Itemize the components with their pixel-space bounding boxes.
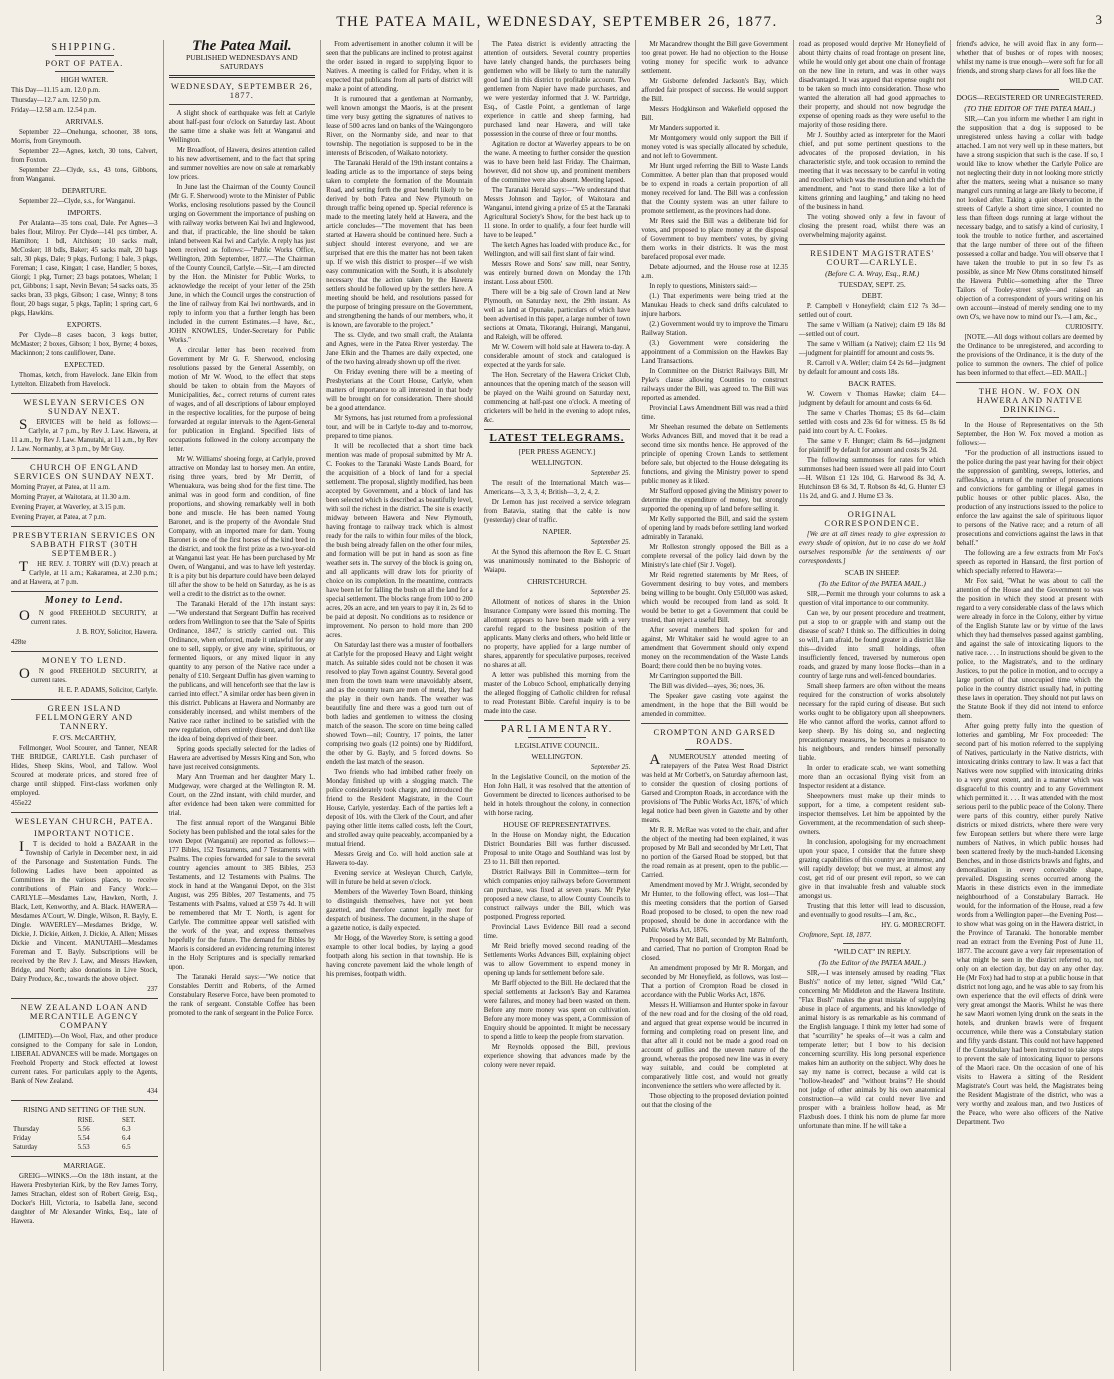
advert-number: 237 — [147, 986, 158, 993]
dateline-date: September 25. — [590, 764, 631, 771]
news-paragraph: Spring goods specially selected for the ladies of Hawera are advertised by Messrs King and Son, who have just received consignments. — [168, 746, 316, 771]
newspaper-title: The Patea Mail. — [192, 40, 292, 54]
crompton-paragraph: Mr J. Southby acted as interpreter for the Maori chief, and put some pertinent questions to the advocates of the proposed deviation, in his characteristic style, and took occasion to remind the meeting that it was necessary to be careful in voting and recollect which was the resolution and which the amendment, and "not to stand there like a lot of kittens grinning and laughing," and taking no heed of the business in hand. — [798, 132, 946, 211]
marriage-text: GREIG—WINKS.—On the 18th instant, at the Hawera Presbyterian Kirk, by the Rev James Torry, James Strachan, eldest son of Robert Greig, Esq., Docker's Hill, Victoria, to Isabella Jane, second daughter of Mr Alexander Winks, Esq., late of Hawera. — [11, 1173, 158, 1225]
sun-table-heading: RISING AND SETTING OF THE SUN. — [23, 1105, 146, 1114]
fox-paragraph: The following are a few extracts from Mr Fox's speech as reported in Hansard, the first portion of which specially referred to Hawera:— — [956, 550, 1104, 575]
tide-line: Thursday—12.7 a.m. 12.50 p.m. — [11, 97, 101, 104]
letter-signature: WILD CAT. — [1069, 78, 1104, 85]
court-case: The same v William (a Native); claim £9 18s 8d—settled out of court. — [798, 322, 946, 338]
church-of-england-heading: CHURCH OF ENGLAND SERVICES ON SUNDAY NEXT. — [13, 462, 155, 481]
page-number: 3 — [1095, 12, 1102, 27]
letter-signature: CURIOSITY. — [1065, 324, 1104, 331]
arrival-entry: September 22—Onehunga, schooner, 38 tons, Morris, from Greymouth. — [11, 129, 158, 145]
fellmongery-heading: GREEN ISLAND FELLMONGERY AND TANNERY. — [35, 703, 134, 731]
crompton-paragraph: Mr R. R. McRae was voted to the chair, and after the object of the meeting had been explained, it was proposed by Mr Ball and seconded by Mr Lett, That no portion of the Garsed Road be stopped, but that the road remain as at present, open to the public.—Carried. — [641, 827, 788, 879]
news-paragraph: Mr Hogg, of the Waverley Store, is setting a good example to other local bodies, by laying a good footpath along his section in that township. He is having concrete pavement laid the whole length of his premises, footpath width. — [326, 935, 473, 978]
columns — [6, 40, 1108, 1371]
sun-header-cell: SET. — [122, 1117, 136, 1124]
news-paragraph: Mary Ann Trueman and her daughter Mary L. Mudgeway, were charged at the Wellington R. M. Court, on the 22nd instant, with child murder, and after evidence had been taken were committed for trial. — [168, 774, 316, 817]
church-service: Morning Prayer, at Patea, at 11 a.m. — [11, 484, 110, 491]
sun-set: 6.4 — [122, 1135, 131, 1142]
shipping-heading: SHIPPING. — [51, 42, 118, 53]
dateline-wellington: WELLINGTON. — [531, 458, 583, 467]
column-1 — [6, 40, 163, 1371]
parliament-paragraph: Mr Rolleston strongly opposed the Bill as a complete reversal of the policy laid down by the Ministry's late chief (Sir J. Vogel). — [641, 544, 788, 569]
exports-heading: EXPORTS. — [66, 320, 102, 329]
letter-addressee: (TO THE EDITOR OF THE PATEA MAIL.) — [964, 104, 1096, 113]
news-paragraph: The Taranaki Herald of the 19th instant contains a leading article as to the importance of steps being taken to complete the formation of the Mountain Road, and setting forth the great benefit likely to be derived by both Patea and New Plymouth on through traffic being opened up. Special reference is made to the meeting lately held at Hawera, and the article concludes—"The movement that has been started at Hawera should be continued here. Such a subject should interest everyone, and we are surprised that ere this the matter has not been taken up. If we wish this district to prosper—if we wish easy communication with the South, it is absolutely necessary that the action taken by the Hawera settlers should be followed up by the settlers here. A meeting should be held, and resolutions passed for the purpose of bringing pressure on the Government, and strengthening the hands of our members, who, it is known, are favorable to the project." — [326, 160, 473, 329]
parliament-paragraph: After several members had spoken for and against, Mr Whitaker said he would agree to an amendment that Government should only expend money on the recommendation of the Waste Lands Board; there could then be no buying votes. — [641, 627, 788, 670]
sun-header-cell: RISE. — [77, 1117, 95, 1124]
parliament-paragraph: Messrs Hodgkinson and Wakefield opposed the Bill. — [641, 106, 788, 122]
fellmongery-owner: F. O'S. McCARTHY, — [52, 733, 116, 742]
expected-text: Thomas, ketch, from Havelock. Jane Elkin from Lyttelton. Elizabeth from Havelock. — [11, 372, 158, 388]
news-paragraph: The first annual report of the Wanganui Bible Society has been published and the total sales for the town Depot (Wanganui) are reported as follows:—177 Bibles, 152 Testaments, and 7 Testaments with Psalms. The copies forwarded for sale to the several country agencies amount to 385 Bibles, 253 Testaments, and 12 Testaments with Psalms. The stock in hand at the Wanganui Depot, on the 31st August, was 295 Bibles, 207 Testaments, and 75 Testaments with Psalms, valued at £59 7s 4d. It will be remembered that Mr T. North, is agent for Carlyle. The committee appear well satisfied with the work of the year, and express themselves hopefully for the future. The demand for Bibles by Maoris is considered an evidencing returning interest in the Holy Scriptures and is specially remarked upon. — [168, 820, 316, 971]
dateline-date: September 25. — [590, 589, 631, 596]
letter-addressee: (To the Editor of the PATEA MAIL.) — [818, 579, 926, 588]
crompton-garsed-heading: CROMPTON AND GARSED ROADS. — [653, 727, 776, 746]
departure-entry: September 22—Clyde, s.s., for Wanganui. — [19, 198, 136, 205]
dateline-date: September 25. — [590, 539, 631, 546]
crompton-paragraph: Proposed by Mr Ball, seconded by Mr Balmforth, and carried, That no portion of Crompton Road be closed. — [641, 937, 788, 962]
news-paragraph: The Hon. Secretary of the Hawera Cricket Club, announces that the opening match of the season will be played on the Waihi ground on Saturday next, commencing at half-past one o'clock. A meeting of cricketers will be held in the evening to adopt rules, &c. — [483, 372, 631, 424]
sun-rise: 5.56 — [77, 1126, 90, 1133]
fox-paragraph: "For the production of all instructions issued to the police during the past year having for their object the suppression of gambling, sweeps, lotteries, and rafflesAlso, a return of the number of prosecutions and convictions for gambling or illegal games in public houses or other public places. Also, the production of any instructions issued to the police to enforce the law against the sale of spirituous liquor to persons of the Native race; and a return of all prosecutions and convictions against the laws in that behalf." — [956, 450, 1104, 547]
parliament-paragraph: Mr Rees said the Bill was a deliberate bid for votes, and proposed to place money at the disposal of Government to buy members' votes, by giving them works in their districts. It was the most barefaced proposal ever made. — [641, 218, 788, 261]
letter-paragraph: friend's advice, he will avoid flax in any form—whether that of bushes or of ropes with nooses; whilst my name is true enough—were soft fur for all friends, and strong sharp claws for all foes like the — [956, 41, 1104, 75]
crompton-paragraph: Amendment moved by Mr J. Wright, seconded by Mr Hunter, to the following effect, was lost—That this meeting considers that the portion of Garsed Road proposed to be closed, to open the new road proposed, should be done in accordance with the Public Works Act, 1876. — [641, 882, 788, 934]
telegram-paragraph: Allotment of notices of shares in the Union Insurance Company were issued this morning. The allotment appears to have been made with a very careful regard to the business position of the applicants. Many clerks and others, who held little or no property, have applied for a large number of shares, apparently for speculative purposes, received no shares at all. — [483, 599, 631, 669]
parliament-paragraph: Provincial Laws Evidence Bill read a second time. — [483, 924, 631, 940]
sun-day: Saturday — [13, 1144, 38, 1151]
news-paragraph: The Taranaki Herald of the 17th instant says:—"We understand that Sergeant Duffin has received orders from Wellington to see that the 'Sale of Spirits Ordinance, 1847,' is strictly carried out. This Ordinance, when enforced, made it unlawful for any one to sell, supply, or give any wine, spirituous, or fermented liquors, or any mixed liquor in any quantity to any person of the Native race under a penalty of £10. Sergeant Duffin has given warning to the publicans, and will henceforth see that the law is carried into effect." A similar order has been given in this district. Publicans at Hawera and Normanby are considerably incensed, and whilst members of the Native race rather inclined to be satisfied with the new regulation, others entirely dissent, and don't like the idea of being deprived of their beer. — [168, 601, 316, 743]
parliament-paragraph: Mr Montgomery would only support the Bill if money voted is was specially allocated by schedule, and not left to Government. — [641, 135, 788, 160]
advert-number: 455e22 — [11, 800, 32, 807]
wesleyan-services-heading: WESLEYAN SERVICES ON SUNDAY NEXT. — [23, 397, 146, 416]
news-paragraph: The ss. Clyde, and two small craft, the Atalanta and Agnes, were in the Patea River yesterday. The Jane Elkin and the Thames are daily expected, one of the two having already shown up off the river. — [326, 332, 473, 366]
telegram-paragraph: A letter was published this morning from the master of the Lobuco School, emphatically denying the alleged flogging of Catholic children for refusal to read Protestant Bible. Careful inquiry is to be made into the case. — [483, 672, 631, 715]
sun-day: Friday — [13, 1135, 31, 1142]
tide-line: Friday—12.58 a.m. 12.54 p.m. — [11, 107, 97, 114]
telegram-paragraph: Dr Lemon has just received a service telegram from Batavia, stating that the cable is now (yesterday) clear of traffic. — [483, 499, 631, 524]
parliament-paragraph: Provincial Laws Amendment Bill was read a third time. — [641, 405, 788, 421]
scab-heading: SCAB IN SHEEP. — [844, 568, 900, 577]
rm-court-date: TUESDAY, SEPT. 25. — [838, 280, 906, 289]
court-case: W. Cowern v Thomas Hawke; claim £4—judgment by default for amount and costs 6s 6d. — [798, 391, 946, 407]
parliament-paragraph: Mr Carrington supported the Bill. — [649, 673, 743, 680]
church-service: Morning Prayer, at Waitotara, at 11.30 a.m. — [11, 494, 131, 501]
parliament-paragraph: Mr Macandrew thought the Bill gave Government too great power. He had no objection to the House voting money for specific work to advance settlement. — [641, 41, 788, 75]
parliament-paragraph: (2.) Government would try to improve the Timaru Railway Station. — [641, 321, 788, 337]
port-heading: PORT OF PATEA. — [45, 58, 124, 68]
imports-text: Per Atalanta—35 tons coal, Dale. Per Agnes—3 bales flour, Milroy. Per Clyde—141 pcs timber, A. Hamilton; 1 bdl, Aitchison; 10 sacks malt, McCosker; 18 bdls, Baker; 45 sacks malt, 20 bags salt, 30 pkgs, Dale; 9 pkgs, Furlong; 1 bale, 3 pkgs, Foreman; 1 case, Kingan; 1 case, Handler; 5 boxes, Giorgi; 1 pkg, Turner; 23 bags potatoes, Whelan; 1 pct, Gibbons; 1 sapt, Nevin Bevan; 54 sacks oats, 35 sacks bran, 33 pkgs, Gibson; 1 case, Winny; 8 tons flour, 20 bags sugar, 5 pkgs, Taplin; 1 spring cart, 6 pkgs, Hawkins. — [11, 220, 158, 317]
issue-date: WEDNESDAY, SEPTEMBER 26, 1877. — [170, 81, 313, 100]
departure-heading: DEPARTURE. — [61, 186, 107, 195]
parliament-paragraph: Mr Stafford opposed giving the Ministry power to determine the expenditure of money, but strongly supported the opening up of land before selling it. — [641, 488, 788, 513]
news-paragraph: Mr Symons, has just returned from a professional tour, and will be in Carlyle to-day and to-morrow, prepared to time pianos. — [326, 415, 473, 440]
letter-paragraph: Trusting that this letter will lead to discussion, and eventually to good results—I am, &c., — [798, 903, 946, 919]
parliament-paragraph: District Railways Bill in Committee—term for which companies enjoy railways before Government can purchase, was fixed at seven years. Mr Pyke proposed a new clause, to allow County Councils to construct railways under the Bill, which was postponed. Progress reported. — [483, 869, 631, 921]
sun-table-header — [11, 1116, 158, 1125]
money-to-lend-text: ON good FREEHOLD SECURITY, at current rates. — [19, 608, 158, 626]
parliament-paragraph: Mr Sheehan resumed the debate on Settlements Works Advances Bill, and moved that it be read a second time six months hence. He approved of the principle of opening Crown Lands to settlement before sale, but objected to the House delegating its functions, and giving the Ministry power to spend public money as it liked. — [641, 424, 788, 485]
sun-set: 6.3 — [122, 1126, 131, 1133]
dateline-wellington: WELLINGTON. — [531, 752, 583, 761]
parliament-paragraph: (1.) That experiments were being tried at the Manukau Heads to check sand drifts calculated to injure harbors. — [641, 293, 788, 318]
parliament-paragraph: Mr Kelly supported the Bill, and said the system of opening land by roads before settling land worked admirably in Taranaki. — [641, 516, 788, 541]
news-paragraph: A slight shock of earthquake was felt at Carlyle about half-past four o'clock on Saturday last. About the same time a shake was felt at Wanganui and Wellington. — [168, 110, 316, 144]
news-paragraph: The ketch Agnes has loaded with produce &c., for Wellington, and will sail first slant of fair wind. — [483, 242, 631, 258]
masthead-title: THE PATEA MAIL, WEDNESDAY, SEPTEMBER 26, 1877. — [336, 14, 778, 30]
marriage-heading: MARRIAGE. — [63, 1161, 106, 1170]
latest-telegrams-heading: LATEST TELEGRAMS. — [489, 432, 625, 444]
parliament-paragraph: Mr Reid briefly moved second reading of the Settlements Works Advances Bill, explaining object was to allow Government to expend money in opening up lands for settlement before sale. — [483, 943, 631, 977]
fellmongery-text: Fellmonger, Wool Scourer, and Tanner, NEAR THE BRIDGE, CARLYLE. Cash purchaser of Hides, Sheep Skins, Wool, and Tallow. Wool Scoured at moderate prices, and stored free of charge until shipped. First-class workmen only employed. — [11, 745, 158, 797]
exports-text: Per Clyde—8 cases bacon, 3 kegs butter, McMaster; 2 boxes, Gibson; 1 box, Byrne; 4 boxes, Mackinnon; 2 tons cauliflower, Dane. — [11, 332, 158, 357]
news-paragraph: Two friends who had imbibed rather freely on Monday finished up with a slogging match. The police considerately took charge, and introduced the friend to the Resident Magistrate, in the Court House, Carlyle, yesterday. Each of the parties left a deposit of 10s. with the Clerk of the Court, and after paying other little items called costs, left the Court, and strolled away quite peaceably, accompanied by a mutual friend. — [326, 769, 473, 848]
editor-note: [NOTE.—All dogs without collars are deemed by the Ordinance to be unregistered, and according to the provisions of the Ordinance, it is the duty of the police to summon the owners. The chief of police has been informed to that effect.—ED. MAIL.] — [956, 334, 1104, 377]
sun-day: Thursday — [13, 1126, 40, 1133]
letter-paragraph: SIR,—Permit me through your columns to ask a question of vital importance to our community. — [798, 591, 946, 607]
column-5 — [635, 40, 793, 1371]
news-paragraph: On Saturday last there was a muster of footballers at Carlyle for the proposed Heavy and Light weight match. As suitable sides could not be chosen it was resolved to play Town against Country. Several good men from the town team were unavoidably absent, and as the country team are men of metal, they had the play in their own hands. The weather was beautifully fine and there was a good turn out of both ladies and gentlemen to witness the closing match of the season. The score on time being called showed Town—nil; Country, 17 points, the latter comprising two goals (12 points) one by Riddiford, the other by G. Bayly, and 5 forced downs. So endeth the last match of the season. — [326, 642, 473, 766]
letter-paragraph: Can we, by our present procedure and treatment, put a stop to or grapple with and stamp out the disease of scab? I think so. The difficulties in doing so will, I am afraid, be found greater in a district like this—divided into small holdings, often insufficiently fenced, traversed by numerous open roads, and grazed by many loose flocks—than in a country of large runs and well-fenced boundaries. — [798, 610, 946, 680]
money-to-lend-2-text: ON good FREEHOLD SECURITY, at current rates. — [19, 666, 158, 684]
parliament-paragraph: Mr Gisborne defended Jackson's Bay, which afforded fair prospect of success. He would support the Bill. — [641, 78, 788, 103]
parliament-paragraph: In the House on Monday night, the Education District Boundaries Bill was further discussed. Proposal to unite Otago and Southland was lost by 23 to 11. Bill then reported. — [483, 832, 631, 866]
money-to-lend-2-signature: H. E. P. ADAMS, Solicitor, Carlyle. — [58, 687, 158, 694]
news-paragraph: The Taranaki Herald says:—"We understand that Messrs Johnson and Taylor, of Waitotara and Wanganui, intend giving a prize of £5 at the Taranaki Agricultural Society's Show, for the best hack up to 11 stone. In order to qualify, a four feet hurdle will have to be leaped." — [483, 187, 631, 239]
fox-paragraph: After going pretty fully into the question of lotteries and gambling, Mr Fox proceeded: The second part of his motion referred to the supplying of Natives, particularly in the Native districts, with intoxicating drinks contrary to law. It was a fact that Natives were now supplied with intoxicating drinks to a very great extent, and in a manner which was disgraceful to this country and to any Government which permitted it. . . . It was attended with the most serious peril to the public peace of the Colony. There were parts of this country, either purely Native districts or mixed districts, where there were very few European settlers but where there were large numbers of Natives, in which public houses had been scattered freely by the much-handed Licensing Benches, and in those districts brawls and fights, and demoralisation in every conceivable shape, prevailed. Disgusting scenes occurred among the Maoris in these districts even in the immediate neighbourhood of a Constabulary Barrack. He would, for the information of the House, read a few words from a Wellington paper—the Evening Post—to show what was going on in the Hawera district, in the Province of Taranaki. The honorable member read an extract from the Evening Post of June 11, 1877. The account gave a very fair representation of what might be seen in the district referred to, not only on an election day, but day on any other day. He (Mr Fox) had had to stop at a public house in that district not long ago, and he was able to say from his own experience that the evil effects of drink were very great amongst the Maoris. Whilst he was there he saw Maori women lying drunk on the seats in the hotels, and drunken brawls were of frequent occurrence, while there was a Constabulary station and fifty yards distant. This could not have happened if the Constabulary had been instructed to take steps to prevent the sale of intoxicating liquor to persons of the Maori race. On the occasion of one of his visits to Hawera a sitting of the Resident Magistrate's Court was held, the Magistrates being the Resident Magistrate of the district, who was a very worthy and zealous man, and two Justices of the Peace, who were also officers of the Native Department. Two — [956, 723, 1104, 1126]
sun-table — [11, 1116, 158, 1152]
house-heading: HOUSE OF REPRESENTATIVES. — [503, 820, 611, 829]
letter-addressee: (To the Editor of the PATEA MAIL.) — [818, 958, 926, 967]
imports-heading: IMPORTS. — [67, 208, 102, 217]
parliament-paragraph: In the Legislative Council, on the motion of the Hon John Hall, it was resolved that the attention of Government be directed to licences authorised to be held in hotels throughout the colony, in connection with horse racing. — [483, 774, 631, 817]
parliamentary-heading: PARLIAMENTARY. — [500, 724, 614, 735]
publication-subtitle: PUBLISHED WEDNESDAYS AND SATURDAYS — [186, 53, 298, 71]
letter-paragraph: Small sheep farmers are often without the means required for the construction of works absolutely necessary for the rapid curing of disease. But such works ought to be obligatory upon all sheepowners. He who cannot afford the works, cannot afford to keep sheep. By his doing so, and neglecting precautionary measures, he becomes a nuisance to his neighbours, and renders himself personally liable. — [798, 683, 946, 762]
news-paragraph: It is rumoured that a gentleman at Normanby, well known amongst the Maoris, is at the present time very busy getting the signatures of natives to lease of 500 acres land on banks of the Waingongoro River, on the Normanby side, and near to that township. The negotiation is supposed to be in the interests of Briscoden, of Waikato notoriety. — [326, 96, 473, 157]
fox-heading: THE HON. W. FOX ON HAWERA AND NATIVE DRINKING. — [976, 386, 1083, 414]
rm-court-heading: RESIDENT MAGISTRATES' COURT—CARLYLE. — [810, 248, 935, 267]
money-to-lend-2-heading: MONEY TO LEND. — [41, 655, 127, 665]
fox-paragraph: In the House of Representatives on the 5th September, the Hon W. Fox moved a motion as follows:— — [956, 422, 1104, 447]
parliament-paragraph: Mr Reynolds opposed the Bill, previous experience showing that advances made by the colony were never repaid. — [483, 1044, 631, 1069]
tide-line: This Day—11.15 a.m. 12.0 p.m. — [11, 87, 100, 94]
court-case: The following summonses for rates for which summonses had been issued were all paid into Court—H. Wilson £1 12s 10d, G. Harwood 8s 3d, A. Hutchinson £8 6s 3d, T. Robson 8s 4d, G. Hunter £3 11s 2d, and G. and J. Hume £3 3s. — [798, 457, 946, 500]
news-paragraph: It will be recollected that a short time back mention was made of proposal submitted by Mr A. C. Fookes to the Taranaki Waste Lands Board, for the acquisition of a block of land for a special settlement. The proposal, slightly modified, has been accepted by Government, and a block of land has been selected which is described as beautifully level, with soil the richest in the district. The site is exactly midway between Hawera and New Plymouth, having frontage to railway track which is almost ready for the rails to within four miles of the block, the bush being already fallen on the other four miles, and formation will be put in hand as soon as fine weather sets in. The survey of the block is going on, and all applicants will draw lots for priority of choice on its completion. In the meantime, contracts have been let for falling the bush on all the land for a special settlement. The blocks range from 100 to 200 acres, 20s an acre, and ten years to pay it in, 2s 6d to be paid at deposit. No conditions as to residence or improvement. No person to hold more than 200 acres. — [326, 443, 473, 639]
expected-heading: EXPECTED. — [64, 360, 105, 369]
parliament-paragraph: Debate adjourned, and the House rose at 12.35 a.m. — [641, 264, 788, 280]
crompton-paragraph: Those objecting to the proposed deviation pointed out that the closing of the — [641, 1093, 788, 1109]
court-case: P. Campbell v Honeyfield; claim £12 7s 3d—settled out of court. — [798, 303, 946, 319]
parliament-paragraph: Mr Hunt urged referring the Bill to Waste Lands Committee. A better plan than that proposed would be to expend in roads a certain proportion of all money received for land. The Bill was a confession that the County system was an utter failure to promote settlement, as the provinces had done. — [641, 163, 788, 215]
parliament-paragraph: In reply to questions, Ministers said:— — [649, 283, 757, 290]
presbyterian-heading: PRESBYTERIAN SERVICES ON SABBATH FIRST (30TH SEPTEMBER.) — [12, 530, 156, 558]
fox-paragraph: Mr Fox said, "What he was about to call the attention of the House and the Government to was the position in which they stood at present with regard to a very considerable class of the laws which were already in force in the Colony, either by virtue of the English Statute law or by virtue of the laws which they had themselves passed against gambling, and against the sale of intoxicating liquors to the native race. . . . In instructions should be given to the police, to the Magistrate's, and to the ordinary Justices, to put the police in motion, and to occupy a large portion of that unoccupied time which the police in the country district usually had, in putting these laws in operation. They should not put laws on the Statute Book if they did not intend to enforce them. — [956, 578, 1104, 720]
letter-signature: HY. G. MORECROFT. — [881, 922, 946, 929]
sun-table-row — [11, 1125, 158, 1134]
legislative-council-heading: LEGISLATIVE COUNCIL. — [514, 741, 600, 750]
sun-table-row — [11, 1134, 158, 1143]
important-notice-heading: IMPORTANT NOTICE. — [33, 828, 135, 838]
dateline-christchurch: CHRISTCHURCH. — [527, 577, 587, 586]
letter-paragraph: SIR,—I was intensely amused by reading "Flax Bush's" notice of my letter, signed "Wild Cat," concerning Mr Middleton and the Hawera Institute. "Flax Bush" makes the great mistake of supplying abuse in place of arguments, and his knowledge of animal history is as remarkable as his command of the English language. I think my letter had some of that "scurrility" he speaks of—it was a calm and temperate letter; but I bow to his decision concerning scurrility. His long personal experience makes him an authority on the subject. Why does he say my name is correct, because a wild cat is "hollow-headed" and "without brains"? He should not judge of other animals by his own anatomical construction—a wild cat could never live and prosper with a brainless hollow head, as Mr Flaxbush does. I think his nom de plume far more unfortunate than mine. If he will take a — [798, 970, 946, 1130]
column-7 — [950, 40, 1108, 1371]
court-case: R. Carroll v A. Weller; claim £4 2s 6d—judgment by default for amount and costs 18s. — [798, 360, 946, 376]
rm-back-rates-heading: BACK RATES. — [848, 379, 896, 388]
sun-rise: 5.53 — [77, 1144, 90, 1151]
parliament-paragraph: The Bill was divided—ayes, 36; noes, 36. — [649, 683, 765, 690]
crompton-paragraph: The voting showed only a few in favour of closing the present road, whilst there was an overwhelming majority against. — [798, 214, 946, 239]
crompton-paragraph: ANUMEROUSLY attended meeting of ratepayers of the Patea West Road District was held at Mr Corbett's, on Saturday afternoon last, to consider the question of closing portions of Garsed and Crompton Roads, in accordance with the provisions of 'The Public Works Act, 1876,' of which legal notice had been given in Gazette and by other means. — [641, 752, 788, 824]
court-case: The same v F. Hunger; claim 8s 6d—judgment for plaintiff by default for amount and costs 9s 2d. — [798, 438, 946, 454]
church-service: Evening Prayer, at Waverley, at 3.15 p.m. — [11, 504, 126, 511]
parliament-paragraph: (3.) Government were considering the appointment of a Commission on the Hawkes Bay Land Transactions. — [641, 340, 788, 365]
advert-number: 434 — [147, 1088, 158, 1095]
parliament-paragraph: Mr Reid regretted statements by Mr Rees, of Government desiring to buy votes, and members being willing to be bought. Only £50,000 was asked, which would be recouped from land as sold. It would be better to get a Government that could be trusted, than reject a useful Bill. — [641, 572, 788, 624]
column-2 — [163, 40, 321, 1371]
letter-paragraph: SIR,—Can you inform me whether I am right in the supposition that a dog is supposed to be unregistered unless having a collar with badge attached. I am not very well up in these matters, but have a strong suspicion that such is the case. If so, I would like to know whether the Carlyle Police are not neglecting their duty in not looking more strictly after the matters, seeing what a nuisance so many mangrel curs running at large are likely to become, if not looked after. Taking a quiet observation in the streets of Carlyle a short time since, I counted no less than fifteen dogs running at large without the necessary badge, and to satisfy a kind of curiosity, I took the trouble to notice further, and ascertained that the large number of three out of the fifteen possessed a collar and badge. You will observe that I have taken the trouble to put in so few I's as possible, as since Mr New Ohms constituted himself the Hawera Public—something after the Three Tailors of Tooley-street style—and raised an objection of a correspondent of yours writing on his own account—instead of merely sending one to my own O's, we have now to mind our I's.—I am, &c., — [956, 116, 1104, 321]
arrivals-heading: ARRIVALS. — [65, 117, 104, 126]
column-6 — [793, 40, 951, 1371]
news-paragraph: Messrs Rowe and Sons' saw mill, near Sentry, was entirely burned down on Monday the 17th instant. Loss about £500. — [483, 261, 631, 286]
arrival-entry: September 22—Agnes, ketch, 30 tons, Calvert, from Foxton. — [11, 148, 158, 164]
sun-set: 6.5 — [122, 1144, 131, 1151]
parliament-paragraph: In Committee on the District Railways Bill, Mr Pyke's clause allowing Counties to construct railways under the Bill, was agreed to. The Bill was reported as amended. — [641, 368, 788, 402]
court-case: The same v William (a Native); claim £2 11s 9d—judgment for plaintiff for amount and costs 9s. — [798, 341, 946, 357]
bazaar-notice-text: IT is decided to hold a BAZAAR in the Township of Carlyle in December next, in aid of the Parsonage and Sustentation Funds. The following Ladies have been appointed as Committees in the various places, to receive contributions of Plain and Fancy Work:— CARLYLE—Mesdames Law, Hawken, North, J. Black, Lett, Kenworthy, and A. Black. HAWERA—Mesdames A'Court, W. Dingle, Wilson, R. Bayly, E. Dingle. WAVERLEY—Mesdames Bridge, W. Dickie, J. Dickie, Aitken, J. Dickie, A. Allen; Misses Dickie and Vincent. MANUTAHI—Mesdames Foreman and T. Bayly. Subscriptions will be received by the Rev J. Law, and Messrs Hawken, Bridge, and North; also donations in Live Stock, Dairy Produce, &c., towards the above object. — [11, 839, 158, 983]
wesleyan-services-text: SERVICES will be held as follows:— Carlyle, at 7 p.m., by Rev J. Law. Hawera, at 11 a.m., by Rev J. Law. Manutahi, at 11 a.m., by Rev J. Law. Normanby, at 3 p.m., by Mr Guy. — [11, 417, 158, 453]
column-4 — [478, 40, 636, 1371]
news-paragraph: A circular letter has been received from Government by Mr G. F. Sherwood, enclosing resolutions passed by the General Assembly, on motion of Mr W. Wood, to the effect that steps should be taken to obtain from the Mayors of Municipalities, &c., correct returns of current rates of wages, and of all descriptions of labour employed in the respective localities, for the purpose of being forwarded at regular intervals to the Agent-General for publication in England. Specified lists of occupations followed in the colony accompany the letter. — [168, 347, 316, 453]
wild-cat-heading: "WILD CAT" IN REPLY. — [833, 947, 911, 956]
news-paragraph: Members of the Waverley Town Board, thinking to distinguish themselves, have not yet been gazetted, and therefore cannot legally meet for despatch of business. The document, in the shape of a gazette notice, is daily expected. — [326, 889, 473, 932]
sun-header-cell — [11, 1116, 76, 1125]
news-paragraph: Agitation re doctor at Waverley appears to be on the wane. A meeting to further consider the question was to have been held last Friday. The Chairman, however, did not show up, and prominent members of the committee were also absent. Meeting lapsed. — [483, 141, 631, 184]
news-paragraph: From advertisement in another column it will be seen that the publicans are inclined to protest against the order issued in regard to supplying liquor to Natives. A meeting is called for Friday, when it is expected that publicans from all parts of district will make a point of attending. — [326, 41, 473, 93]
parliament-paragraph: Mr Manders supported it. — [649, 125, 720, 132]
money-to-lend-heading: Money to Lend. — [44, 595, 124, 606]
news-paragraph: Mr W. Williams' shoeing forge, at Carlyle, proved attractive on Monday last to horsey men. An entire, rising three years, bred by Mr Derritt, of Whenuakura, was being shod for the first time. The animal was in good form and condition, of fine proportions, and showing remarkably well in both bone and muscle. He has been named Young Baronet, and is the property of the Avondale Stud Company, with an imported mare for dam. Young Baronet is one of the first horses of the kind bred in the district, and took the first prize as a two-year-old at Wanganui last year. He has been purchased by Mr Owen, of Wanganui, and was to have left yesterday. It is a pity but his departure could have been delayed till after the show to be held on Saturday, as he is as well a credit to the district as to the owner. — [168, 456, 316, 598]
news-paragraph: Mr Broadfoot, of Hawera, desires attention called to his new advertisement, and to the fact that spring and summer novelties are now on sale at remarkably low prices. — [168, 147, 316, 181]
dateline-napier: NAPIER. — [542, 527, 572, 536]
letter-paragraph: Sheepowners must make up their minds to support, for a time, a competent resident sub-inspector themselves. Let him be appointed by the Government, at the recommendation of such sheep-owners. — [798, 793, 946, 836]
press-agency-note: [PER PRESS AGENCY.] — [518, 447, 596, 456]
nz-loan-heading: NEW ZEALAND LOAN AND MERCANTILE AGENCY COMPANY — [20, 1002, 148, 1030]
letter-paragraph: In conclusion, apologising for my encroachment upon your space, I consider that the future sheep grazing capabilities of this country are immense, and will rapidly develop; but we must, at almost any cost, get rid of our present evil report, so we can give in that invaluable fresh and valuable stock amongst us. — [798, 839, 946, 900]
presbyterian-text: THE REV. J. TORRY will (D.V.) preach at Carlyle, at 11 a.m.; Kakaramea, at 2.30 p.m.; and at Hawera, at 7 p.m. — [11, 559, 158, 586]
rm-court-magistrate: (Before C. A. Wray, Esq., R.M.) — [825, 269, 920, 278]
church-service: Evening Prayer, at Patea, at 7 p.m. — [11, 514, 107, 521]
telegram-paragraph: The result of the International Match was—Americans—3, 3, 3, 4; British—3, 2, 4, 2. — [483, 480, 631, 496]
letter-place-date: Croftmore, Sept. 18, 1877. — [798, 932, 872, 939]
news-paragraph: The Taranaki Herald says:—"We notice that Constables Derritt and Roberts, of the Armed Constabulary Reserve Force, have been promoted to the rank of sergeant. Constable Coffee has been promoted to the rank of sergeant in the Police Force. — [168, 974, 316, 1017]
news-paragraph: Messrs Greig and Co. will hold auction sale at Hawera to-day. — [326, 851, 473, 867]
nz-loan-text: (LIMITED).—On Wool, Flax, and other produce consigned to the Company for sale in London, LIBERAL ADVANCES will be made. Mortgages on Freehold Property and Stock effected at lowest current rates. For particulars apply to the Agents, Bank of New Zealand. — [11, 1033, 158, 1085]
parliament-paragraph: The Speaker gave casting vote against the amendment, in the hope that the Bill would be amended in committee. — [641, 693, 788, 718]
sun-table-row — [11, 1143, 158, 1152]
news-paragraph: Evening service at Wesleyan Church, Carlyle, will in future be held at seven o'clock. — [326, 870, 473, 886]
telegram-paragraph: At the Synod this afternoon the Rev E. C. Stuart was unanimously nominated to the Bishopric of Waiapu. — [483, 549, 631, 574]
rm-debt-heading: DEBT. — [861, 291, 883, 300]
money-to-lend-signature: J. B. ROY, Solicitor, Hawera. — [76, 629, 158, 636]
high-water-heading: HIGH WATER. — [60, 75, 108, 84]
dogs-heading: DOGS—REGISTERED OR UNREGISTERED. — [956, 93, 1103, 102]
news-paragraph: The Patea district is evidently attracting the attention of outsiders. Several country properties have lately changed hands, the purchasers being gentlemen who will be likely to turn the naturally good land in this district to profitable account. Two gentlemen from Napier have made purchases, and we were yesterday informed that J. W. Partridge, Esq., of Castle Point, a gentleman of large experience in cattle and sheep farming, had purchased land near Hawera, and will take possession in the course of three or four months. — [483, 41, 631, 138]
advert-number: 428te — [11, 639, 27, 646]
parliament-paragraph: Mr Barff objected to the Bill. He declared that the special settlements at Jackson's Bay and Karamea were failures, and money had been wasted on them. Before any more money was spent on cultivation. Before any more money was spent, a Commission of Enquiry should be appointed. It might be necessary to spend a little to keep the people from starvation. — [483, 980, 631, 1041]
sun-rise: 5.54 — [77, 1135, 90, 1142]
news-paragraph: In June last the Chairman of the County Council (Mr G. F. Sherwood) wrote to the Minister of Public Works, enclosing resolutions passed by the Council urging on Government the importance of pushing on with railway works between Kai Iwi and Inglewood, and that, if practicable, the line should be taken inland between Kai Iwi and Carlyle. A reply has just been received as follows:—"Public Works Office, Wellington, 20th September, 1877.—The Chairman of the County Council, Carlyle.—Sir,—I am directed by the Hon. the Minister for Public Works, to acknowledge the receipt of your letter of the 25th June, in which the Council urges the construction of the line of railway from Kai Iwi northwards, and in reply to inform you that a further length has been included in the current Estimates.—I have, &c., JOHN KNOWLES, Under-Secretary for Public Works." — [168, 184, 316, 344]
letter-paragraph: In order to eradicate scab, we want something more than an occasional flying visit from an Inspector resident at a distance. — [798, 765, 946, 790]
crompton-paragraph: road as proposed would deprive Mr Honeyfield of about thirty chains of road frontage on present line, while he would only get about one chain of frontage on the new line in return, and was in other ways disadvantaged. It was argued that expense ought not to be taken so much into consideration. Those who wanted the alteration all had good approaches to their property, and should not now begrudge the expense of opening roads as they were useful to the majority of those residing there. — [798, 41, 946, 129]
correspondence-disclaimer: [We are at all times ready to give expression to every shade of opinion, but in no case do we hold ourselves responsible for the sentiments of our correspondents.] — [798, 531, 946, 565]
crompton-paragraph: An amendment proposed by Mr R. Morgan, and seconded by Mr Honeyfield, as follows, was lost—That a portion of Crompton Road be closed in accordance with the Public Works Act, 1876. — [641, 965, 788, 999]
dateline-date: September 25. — [590, 470, 631, 477]
news-paragraph: There will be a big sale of Crown land at New Plymouth, on Saturday next, the 29th instant. As well as land at Opunake, particulars of which have been advertised in this paper, a large number of town sections at Omata, Tikorangi, Huirangi, Manganui, and Raleigh, will be offered. — [483, 289, 631, 341]
wesleyan-church-heading: WESLEYAN CHURCH, PATEA. — [15, 816, 154, 826]
news-paragraph: Mr W. Cowern will hold sale at Hawera to-day. A considerable amount of stock and catalogued is expected at the yards for sale. — [483, 344, 631, 369]
correspondence-heading: ORIGINAL CORRESPONDENCE. — [824, 509, 920, 528]
court-case: The same v Charles Thomas; £5 8s 6d—claim settled with costs and 23s 6d for witness. £5 8s 6d paid into court by A. C. Fookes. — [798, 410, 946, 435]
news-paragraph: On Friday evening there will be a meeting of Presbyterians at the Court House, Carlyle, when matters of importance to all interested in that body will be brought on for consideration. There should be a good attendance. — [326, 369, 473, 412]
crompton-paragraph: Messrs H. Williamson and Hunter spoke in favour of the new road and for the closing of the old road, and argued that great expense would be incurred in forming and completing road on present line, and that after all it could not be made a good road on account of gullies and the uneven nature of the ground, whereas the proposed new line was in every way suitable, and could be completed at comparatively little cost, and would not greatly inconvenience the settlers who were affected by it. — [641, 1002, 788, 1090]
column-3 — [320, 40, 478, 1371]
arrival-entry: September 22—Clyde, s.s., 43 tons, Gibbons, from Wanganui. — [11, 167, 158, 183]
